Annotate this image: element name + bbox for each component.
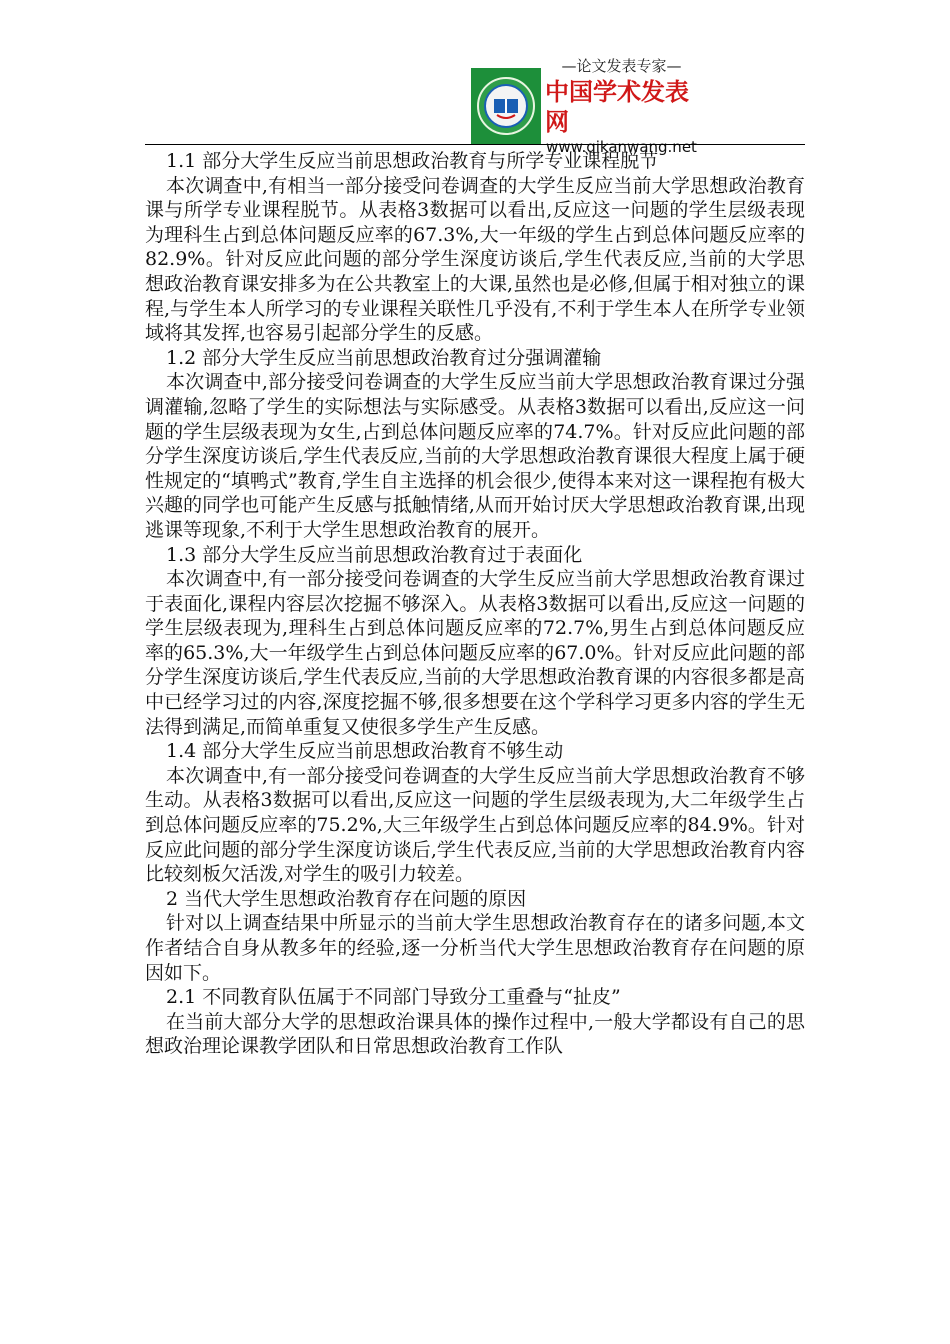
- paragraph: 在当前大部分大学的思想政治课具体的操作过程中,一般大学都设有自己的思想政治理论课教学团队和日常思想政治教育工作队: [145, 1010, 805, 1058]
- section-heading: 2 当代大学生思想政治教育存在问题的原因: [166, 887, 527, 910]
- article-body: [145, 149, 805, 1059]
- logo-url: www.qikanwang.net: [546, 138, 697, 156]
- section-heading: 1.3 部分大学生反应当前思想政治教育过于表面化: [166, 543, 583, 566]
- globe-book-emblem-icon: [471, 68, 541, 144]
- site-logo[interactable]: [471, 57, 698, 156]
- logo-tagline: —论文发表专家—: [561, 57, 682, 75]
- paragraph: 本次调查中,有相当一部分接受问卷调查的大学生反应当前大学思想政治教育课与所学专业课程脱节。从表格3数据可以看出,反应这一问题的学生层级表现为理科生占到总体问题反应率的67.3%,大一年级的学生占到总体问题反应率的82.9%。针对反应此问题的部分学生深度访谈后,学生代表反应,当前的大学思想政治教育课安排多为在公共教室上的大课,虽然也是必修,但属于相对独立的课程,与学生本人所学习的专业课程关联性几乎没有,不利于学生本人在所学专业领域将其发挥,也容易引起部分学生的反感。: [145, 174, 805, 345]
- section-heading: 1.1 部分大学生反应当前思想政治教育与所学专业课程脱节: [166, 150, 659, 172]
- logo-site-name: 中国学术发表网: [545, 78, 689, 136]
- paragraph: 本次调查中,有一部分接受问卷调查的大学生反应当前大学思想政治教育不够生动。从表格3数据可以看出,反应这一问题的学生层级表现为,大二年级学生占到总体问题反应率的75.2%,大三年级学生占到总体问题反应率的84.9%。针对反应此问题的部分学生深度访谈后,学生代表反应,当前的大学思想政治教育内容比较刻板欠活泼,对学生的吸引力较差。: [145, 764, 805, 886]
- paragraph: 本次调查中,有一部分接受问卷调查的大学生反应当前大学思想政治教育课过于表面化,课程内容层次挖掘不够深入。从表格3数据可以看出,反应这一问题的学生层级表现为,理科生占到总体问题反应率的72.7%,男生占到总体问题反应率的65.3%,大一年级学生占到总体问题反应率的67.0%。针对反应此问题的部分学生深度访谈后,学生代表反应,当前的大学思想政治教育课的内容很多都是高中已经学习过的内容,深度挖掘不够,很多想要在这个学科学习更多内容的学生无法得到满足,而简单重复又使很多学生产生反感。: [145, 568, 805, 738]
- paragraph: 本次调查中,部分接受问卷调查的大学生反应当前大学思想政治教育课过分强调灌输,忽略了学生的实际想法与实际感受。从表格3数据可以看出,反应这一问题的学生层级表现为女生,占到总体问题反应率的74.7%。针对反应此问题的部分学生深度访谈后,学生代表反应,当前的大学思想政治教育课很大程度上属于硬性规定的“填鸭式”教育,学生自主选择的机会很少,使得本来对这一课程抱有极大兴趣的同学也可能产生反感与抵触情绪,从而开始讨厌大学思想政治教育课,出现逃课等现象,不利于大学生思想政治教育的展开。: [145, 371, 805, 541]
- header-divider: [145, 144, 805, 145]
- section-heading: 1.4 部分大学生反应当前思想政治教育不够生动: [166, 740, 564, 763]
- section-heading: 1.2 部分大学生反应当前思想政治教育过分强调灌输: [166, 346, 602, 369]
- section-heading: 2.1 不同教育队伍属于不同部门导致分工重叠与“扯皮”: [166, 986, 621, 1009]
- paragraph: 针对以上调查结果中所显示的当前大学生思想政治教育存在的诸多问题,本文作者结合自身从教多年的经验,逐一分析当代大学生思想政治教育存在问题的原因如下。: [145, 912, 805, 984]
